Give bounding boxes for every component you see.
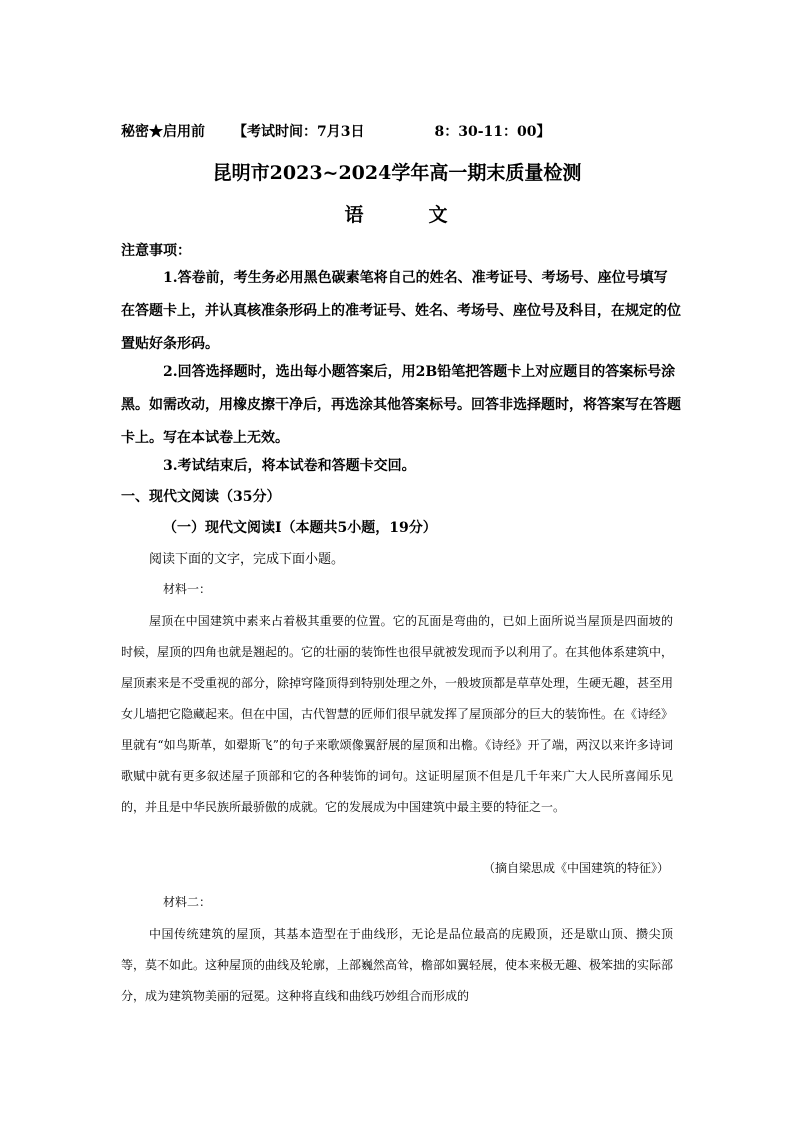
- material-1-text: 屋顶在中国建筑中素来占着极其重要的位置。它的瓦面是弯曲的，已如上面所说当屋顶是四面坡的时候，屋顶的四角也就是翘起的。它的壮丽的装饰性也很早就被发现而予以利用了。在其他体系建筑中，屋顶素来是不受重视的部分，除掉穹隆顶得到特别处理之外，一般坡顶都是草草处理，生硬无趣，甚至用女儿墙把它隐藏起来。但在中国，古代智慧的匠师们很早就发挥了屋顶部分的巨大的装饰性。在《诗经》里就有“如鸟斯革，如翚斯飞”的句子来歌颂像翼舒展的屋顶和出檐。《诗经》开了端，两汉以来许多诗词歌赋中就有更多叙述屋子顶部和它的各种装饰的词句。这证明屋顶不但是几千年来广大人民所喜闻乐见的，并且是中华民族所最骄傲的成就。它的发展成为中国建筑中最主要的特征之一。: [121, 614, 674, 814]
- sub-section-heading: （一）现代文阅读Ⅰ（本题共5小题，19分）: [163, 520, 437, 536]
- exam-time-range: 8：30-11：00】: [434, 124, 551, 140]
- notice-heading: 注意事项：: [121, 243, 191, 259]
- exam-subject: 语 文: [344, 204, 450, 226]
- exam-header: [121, 121, 550, 141]
- section-heading: 一、现代文阅读（35分）: [121, 489, 281, 505]
- notice-item: 3.考试结束后，将本试卷和答题卡交回。: [163, 458, 416, 474]
- exam-time: 【考试时间：7月3日: [233, 124, 365, 140]
- exam-title: 昆明市2023~2024学年高一期末质量检测: [212, 162, 582, 184]
- material-1-label: 材料一：: [163, 582, 212, 596]
- notice-item: 1.答卷前，考生务必用黑色碳素笔将自己的姓名、准考证号、考场号、座位号填写在答题卡上，并认真核准条形码上的准考证号、姓名、考场号、座位号及科目，在规定的位置贴好条形码。: [121, 270, 681, 352]
- material-2-text: 中国传统建筑的屋顶，其基本造型在于曲线形，无论是品位最高的庑殿顶，还是歇山顶、攒尖顶等，莫不如此。这种屋顶的曲线及轮廓，上部巍然高耸，檐部如翼轻展，使本来极无趣、极笨拙的实际部分，成为建筑物美丽的冠冕。这种将直线和曲线巧妙组合而形成的: [121, 927, 674, 1003]
- notice-item: 2.回答选择题时，选出每小题答案后，用2B铅笔把答题卡上对应题目的答案标号涂黑。如需改动，用橡皮擦干净后，再选涂其他答案标号。回答非选择题时，将答案写在答题卡上。写在本试卷上无效。: [121, 364, 681, 446]
- material-2-label: 材料二：: [163, 895, 212, 909]
- material-1-source: （摘自梁思成《中国建筑的特征》）: [482, 861, 669, 875]
- secret-label: 秘密★启用前: [121, 124, 205, 140]
- reading-instruction: 阅读下面的文字，完成下面小题。: [149, 552, 345, 567]
